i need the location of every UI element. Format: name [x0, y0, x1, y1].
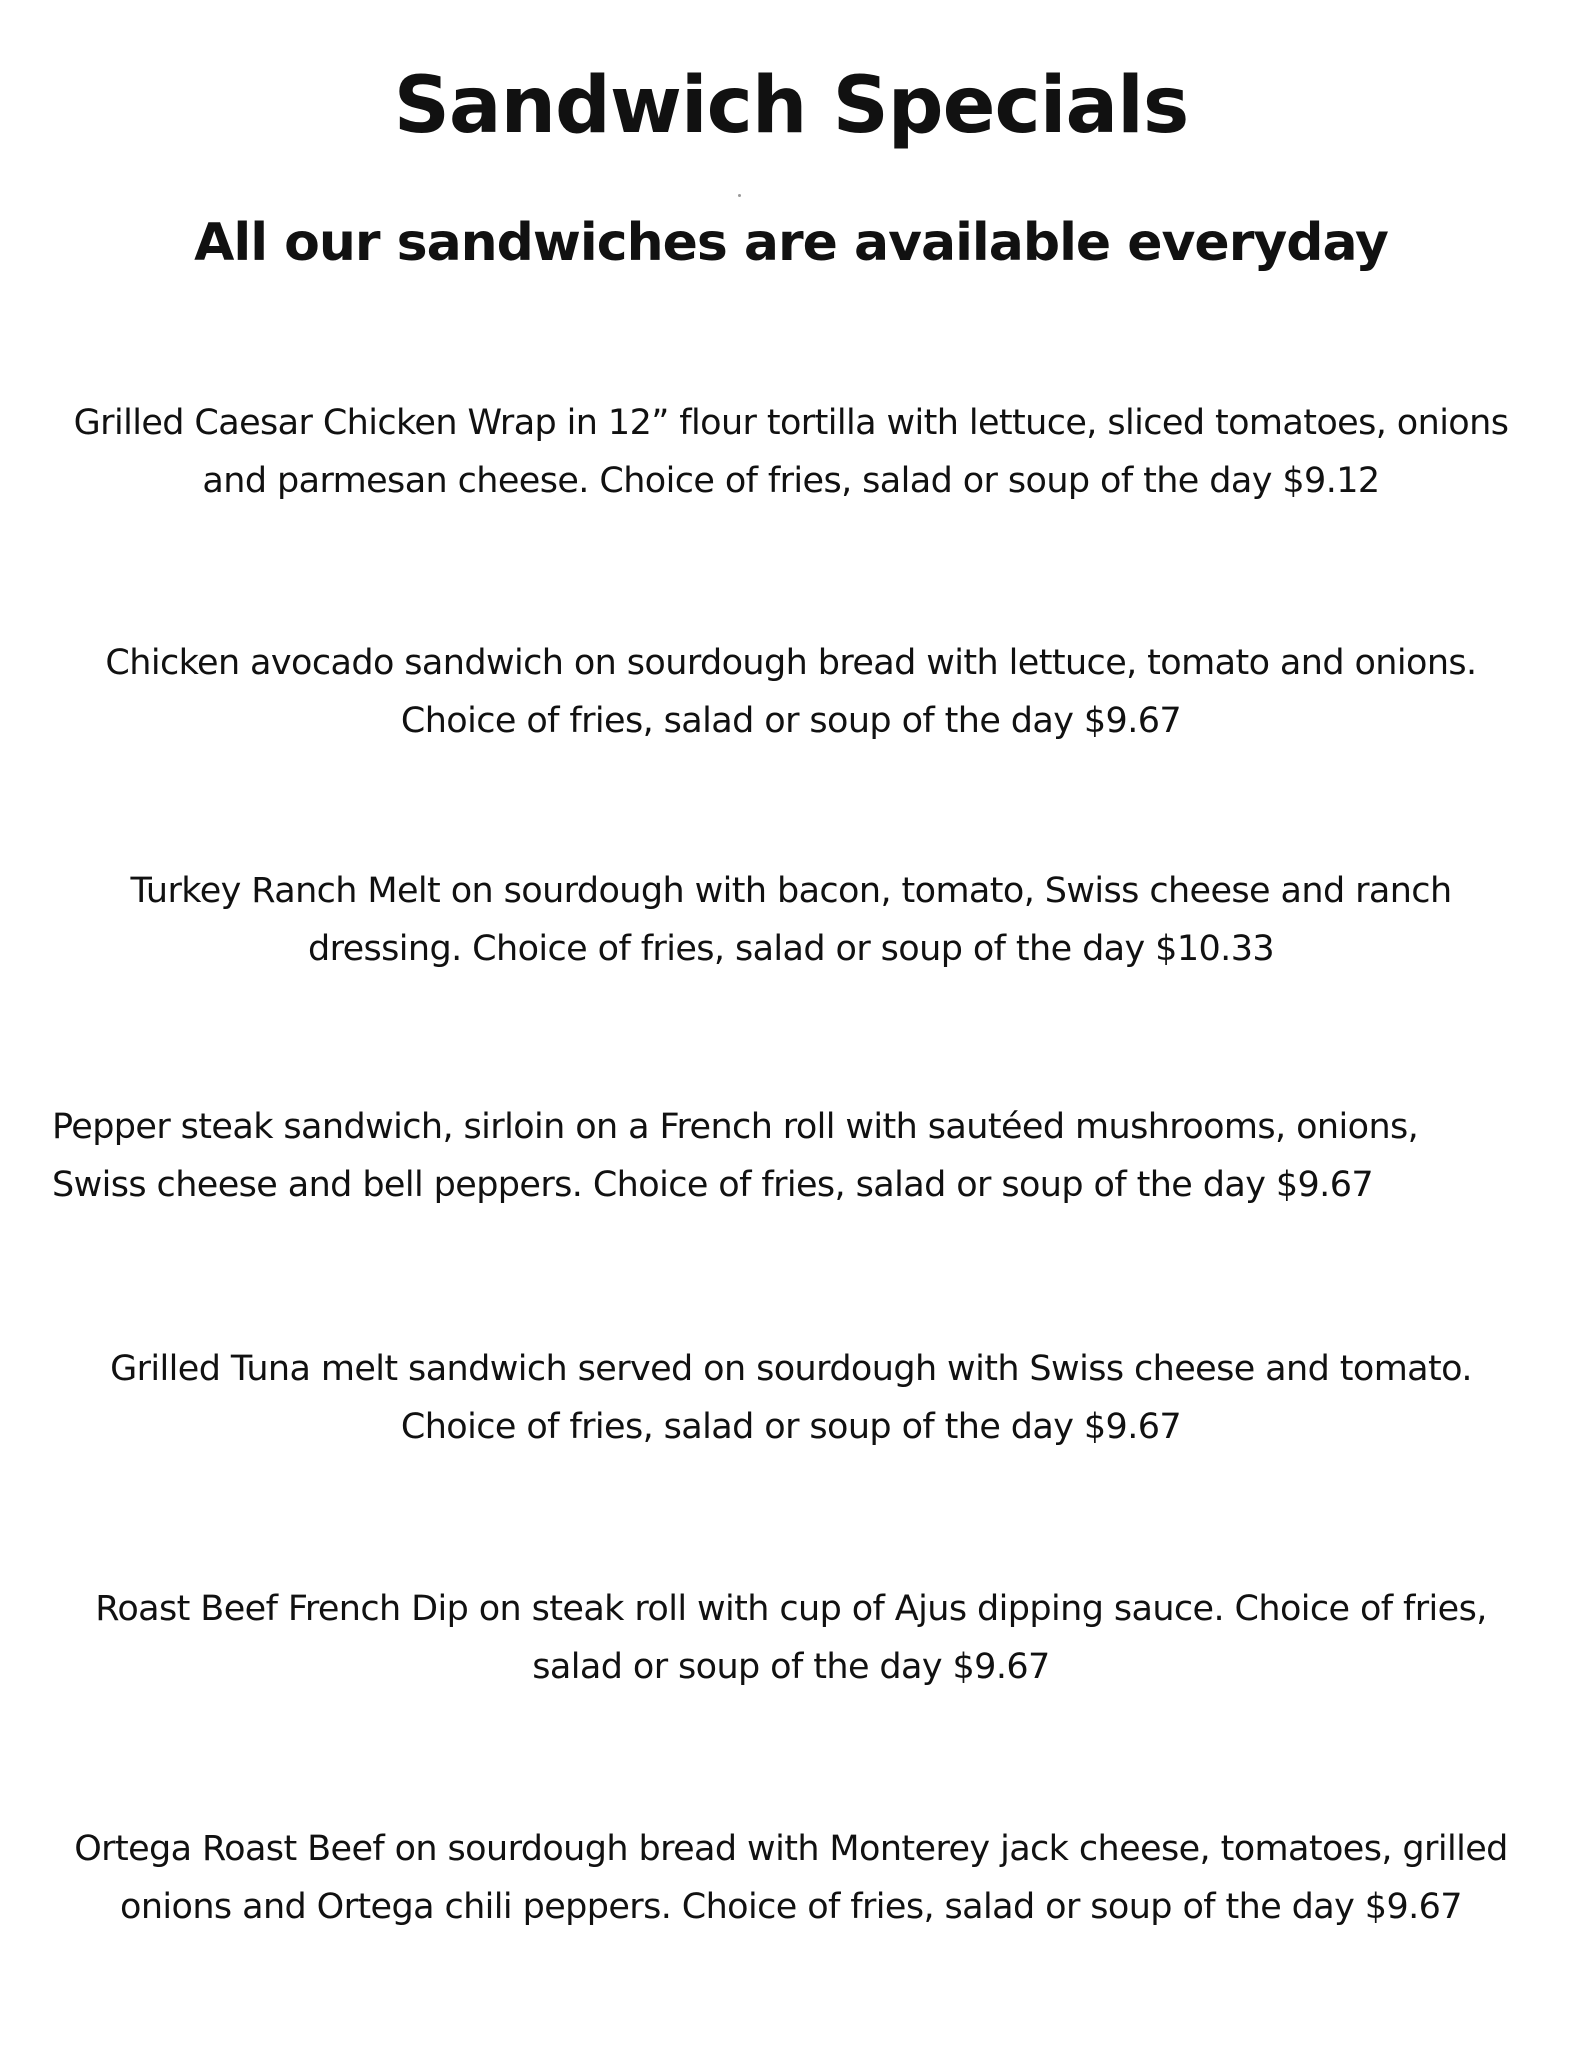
menu-item-line: Swiss cheese and bell peppers. Choice of fries, salad or soup of the day $9.67	[52, 1165, 1374, 1205]
menu-item	[52, 1098, 1544, 1214]
menu-item-line: Grilled Tuna melt sandwich served on sourdough with Swiss cheese and tomato.	[110, 1349, 1472, 1389]
menu-item	[45, 1340, 1537, 1456]
menu-item	[45, 634, 1537, 750]
menu-item-line: salad or soup of the day $9.67	[532, 1647, 1050, 1687]
page-title: Sandwich Specials	[393, 61, 1189, 151]
menu-item-line: Chicken avocado sandwich on sourdough bread with lettuce, tomato and onions.	[105, 643, 1477, 683]
menu-item-line: onions and Ortega chili peppers. Choice of fries, salad or soup of the day $9.67	[120, 1887, 1462, 1927]
scan-speck	[738, 194, 741, 197]
menu-item-line: Turkey Ranch Melt on sourdough with bacon, tomato, Swiss cheese and ranch	[130, 871, 1452, 911]
menu-item-line: Grilled Caesar Chicken Wrap in 12” flour tortilla with lettuce, sliced tomatoes, onions	[73, 403, 1509, 443]
menu-item-line: Choice of fries, salad or soup of the day $9.67	[400, 701, 1182, 741]
menu-item	[45, 1820, 1537, 1936]
menu-item	[45, 1580, 1537, 1696]
menu-item-line: Ortega Roast Beef on sourdough bread with Monterey jack cheese, tomatoes, grilled	[74, 1829, 1508, 1869]
menu-item-line: Roast Beef French Dip on steak roll with cup of Ajus dipping sauce. Choice of fries,	[95, 1589, 1487, 1629]
menu-item	[45, 394, 1537, 510]
page-subtitle: All our sandwiches are available everyday	[194, 213, 1388, 273]
menu-item	[45, 862, 1537, 978]
menu-item-line: and parmesan cheese. Choice of fries, salad or soup of the day $9.12	[202, 461, 1380, 501]
menu-item-line: dressing. Choice of fries, salad or soup of the day $10.33	[307, 929, 1275, 969]
menu-item-line: Choice of fries, salad or soup of the day $9.67	[400, 1407, 1182, 1447]
menu-item-line: Pepper steak sandwich, sirloin on a French roll with sautéed mushrooms, onions,	[52, 1107, 1419, 1147]
